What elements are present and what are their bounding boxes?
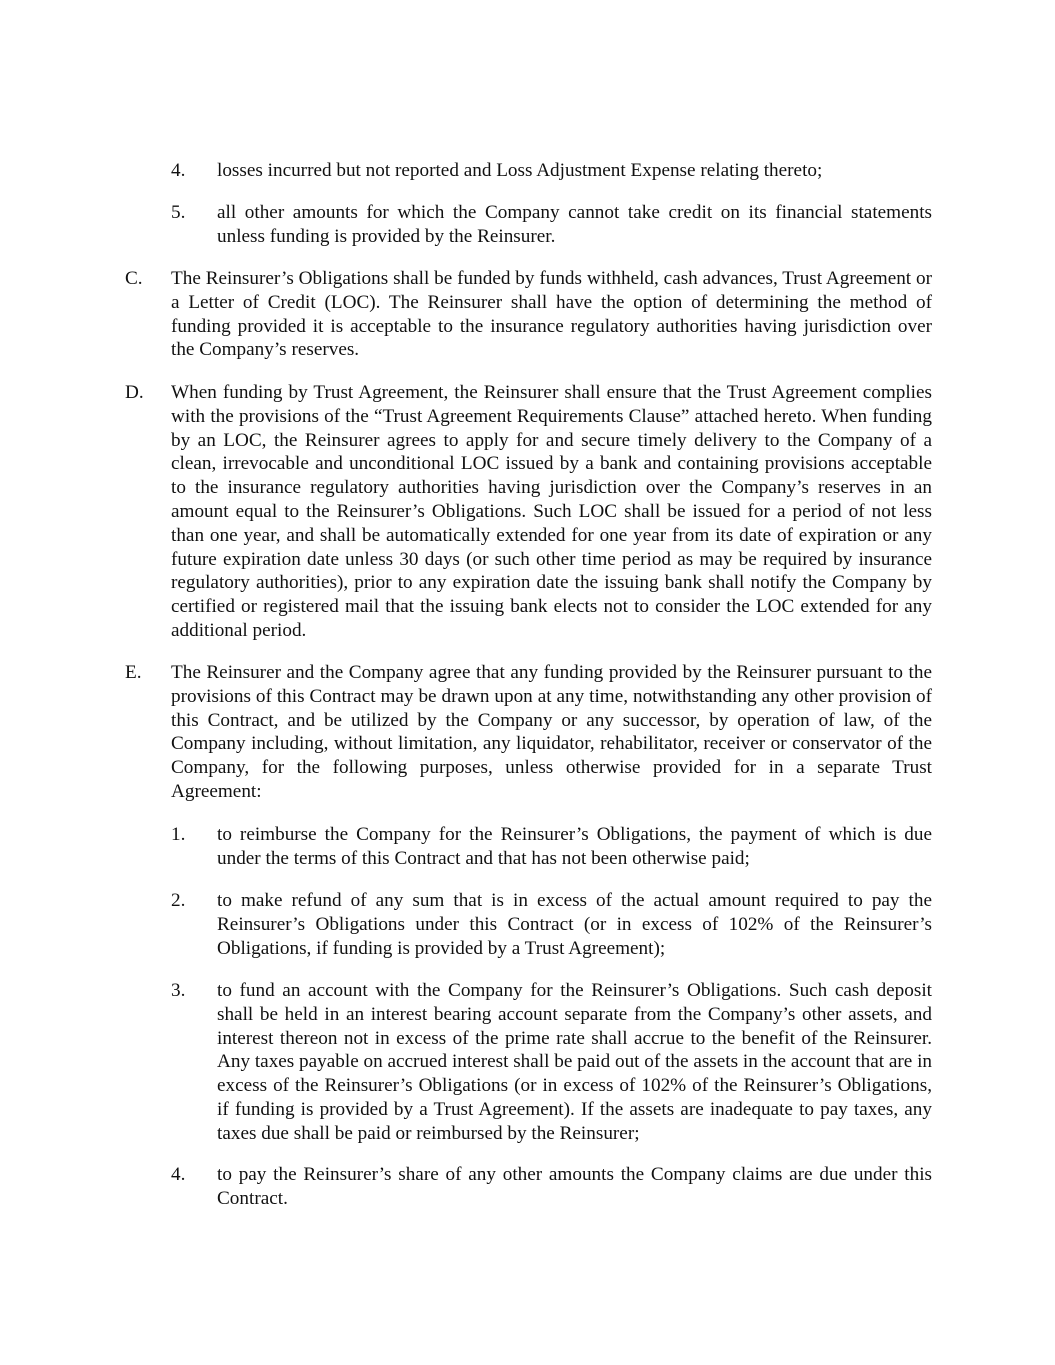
list-item-text: to make refund of any sum that is in excess of the actual amount required to pay the Reinsurer’s Obligations under this Contract (or in excess of 102% of the Reinsurer’s Obligations, if funding is provided by a Trust Agreement); bbox=[217, 890, 932, 959]
list-marker: 1. bbox=[171, 824, 186, 845]
list-marker: 4. bbox=[171, 1164, 186, 1185]
list-marker: 5. bbox=[171, 202, 186, 223]
section-marker: D. bbox=[125, 382, 144, 403]
section-text: The Reinsurer’s Obligations shall be funded by funds withheld, cash advances, Trust Agreement or a Letter of Credit (LOC). The Reinsurer shall have the option of determining the method of funding provided it is acceptable to the insurance regulatory authorities having jurisdiction over the Company’s reserves. bbox=[171, 268, 932, 361]
list-item-text: to fund an account with the Company for the Reinsurer’s Obligations. Such cash deposit shall be held in an interest bearing account separate from the Company’s other assets, and interest thereon not in excess of the prime rate shall accrue to the benefit of the Reinsurer. Any taxes payable on accrued interest shall be paid out of the assets in the account that are in excess of the Reinsurer’s Obligations (or in excess of 102% of the Reinsurer’s Obligations, if funding is provided by a Trust Agreement). If the assets are inadequate to pay taxes, any taxes due shall be paid or reimbursed by the Reinsurer; bbox=[217, 980, 933, 1144]
list-item-text: to pay the Reinsurer’s share of any other amounts the Company claims are due under this Contract. bbox=[217, 1164, 932, 1209]
list-item-text: losses incurred but not reported and Loss Adjustment Expense relating thereto; bbox=[217, 160, 823, 181]
list-marker: 4. bbox=[171, 160, 186, 181]
section-marker: E. bbox=[125, 662, 142, 683]
section-marker: C. bbox=[125, 268, 143, 289]
list-item-text: to reimburse the Company for the Reinsurer’s Obligations, the payment of which is due under the terms of this Contract and that has not been otherwise paid; bbox=[217, 824, 932, 869]
section-text: When funding by Trust Agreement, the Reinsurer shall ensure that the Trust Agreement complies with the provisions of the “Trust Agreement Requirements Clause” attached hereto. When funding by an LOC, the Reinsurer agrees to apply for and secure timely delivery to the Company of a clean, irrevocable and unconditional LOC issued by a bank and containing provisions acceptable to the insurance regulatory authorities having jurisdiction over the Company’s reserves in an amount equal to the Reinsurer’s Obligations. Such LOC shall be issued for a period of not less than one year, and shall be automatically extended for one year from its date of expiration or any future expiration date unless 30 days (or such other time period as may be required by insurance regulatory authorities), prior to any expiration date the issuing bank shall notify the Company by certified or registered mail that the issuing bank elects not to consider the LOC extended for any additional period. bbox=[171, 382, 932, 641]
list-marker: 3. bbox=[171, 980, 186, 1001]
list-item-text: all other amounts for which the Company cannot take credit on its financial statements unless funding is provided by the Reinsurer. bbox=[217, 202, 932, 247]
list-marker: 2. bbox=[171, 890, 186, 911]
section-text: The Reinsurer and the Company agree that any funding provided by the Reinsurer pursuant to the provisions of this Contract may be drawn upon at any time, notwithstanding any other provision of this Contract, and be utilized by the Company or any successor, by operation of law, of the Company including, without limitation, any liquidator, rehabilitator, receiver or conservator of the Company, for the following purposes, unless otherwise provided for in a separate Trust Agreement: bbox=[171, 662, 932, 802]
